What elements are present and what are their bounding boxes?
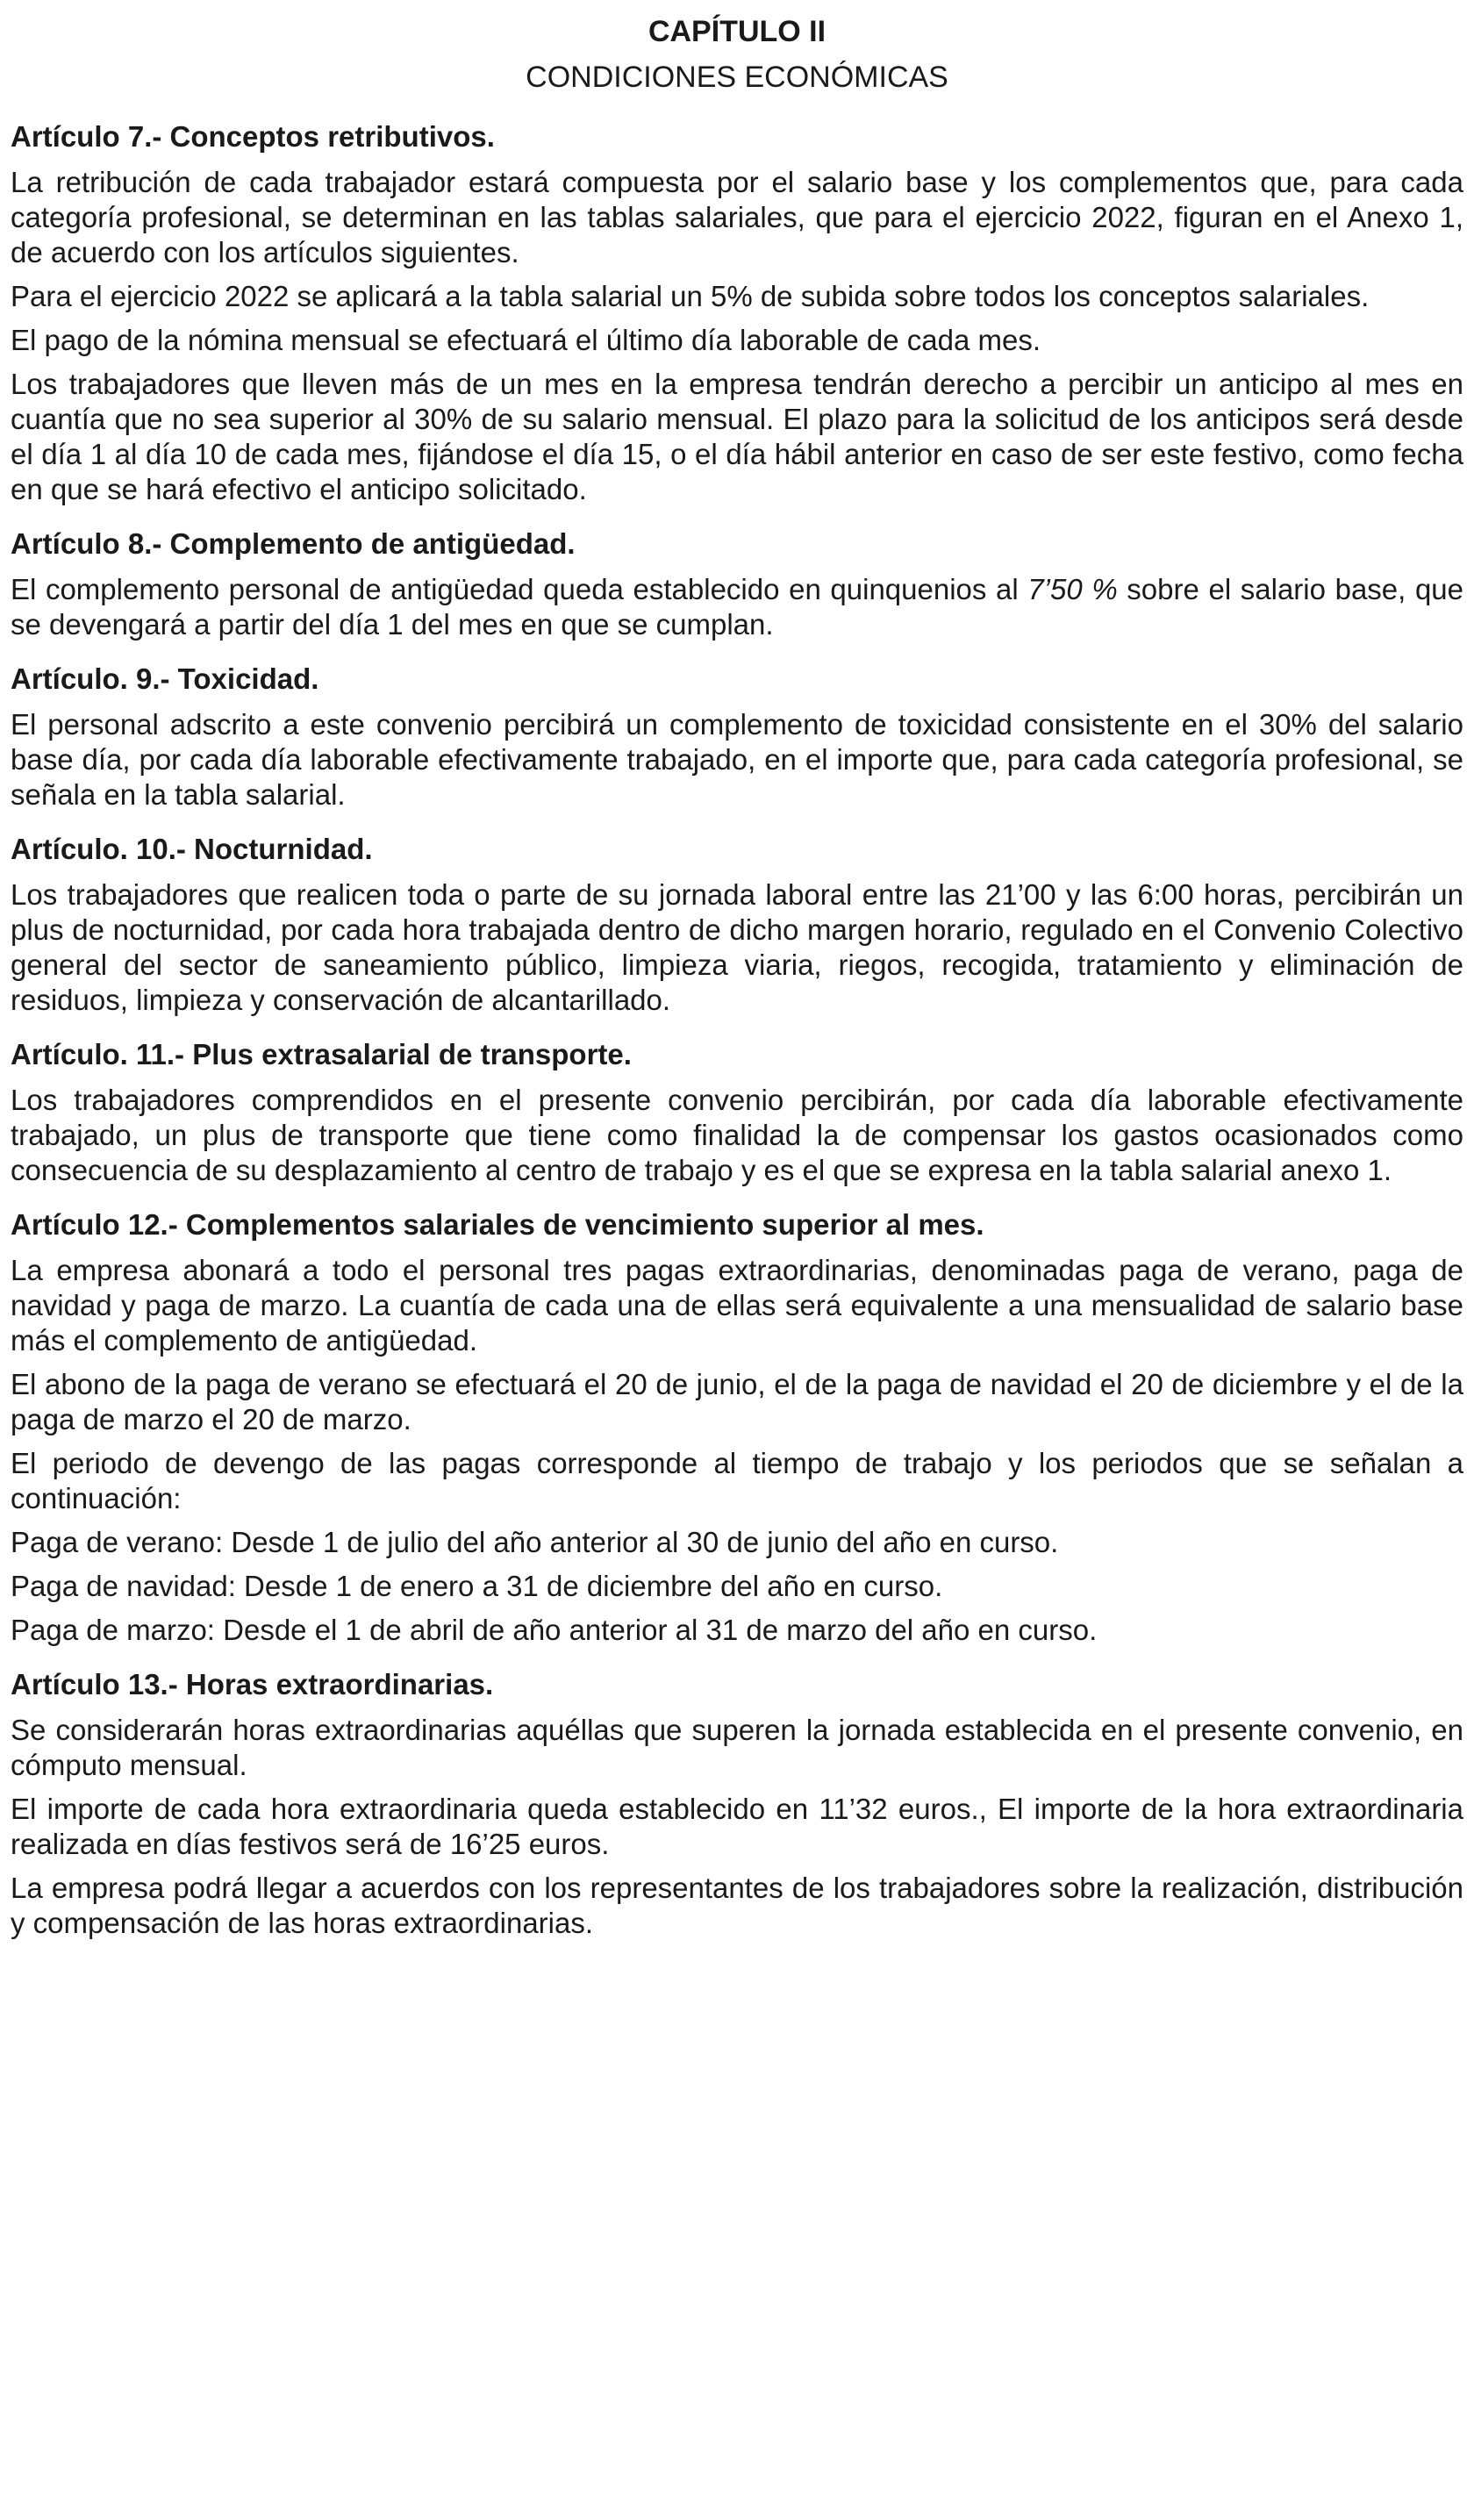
article-13	[11, 1667, 1463, 1941]
article-7	[11, 119, 1463, 507]
article-9-paragraph-1: El personal adscrito a este convenio percibirá un complemento de toxicidad consistente en el 30% del salario base día, por cada día laborable efectivamente trabajado, en el importe que, para cada categoría profesional, se señala en la tabla salarial.	[11, 708, 1463, 811]
article-7-paragraph-3: El pago de la nómina mensual se efectuará el último día laborable de cada mes.	[11, 324, 1041, 356]
chapter-title: CAPÍTULO II	[648, 15, 826, 48]
article-10-heading: Artículo. 10.- Nocturnidad.	[11, 833, 373, 865]
article-9-heading: Artículo. 9.- Toxicidad.	[11, 662, 319, 695]
article-13-paragraph-1: Se considerarán horas extraordinarias aquéllas que superen la jornada establecida en el presente convenio, en cómputo mensual.	[11, 1714, 1463, 1781]
article-10	[11, 832, 1463, 1018]
article-12-heading: Artículo 12.- Complementos salariales de vencimiento superior al mes.	[11, 1208, 984, 1241]
article-12-paragraph-6: Paga de marzo: Desde el 1 de abril de año anterior al 31 de marzo del año en curso.	[11, 1614, 1098, 1646]
article-12	[11, 1207, 1463, 1648]
article-12-paragraph-2: El abono de la paga de verano se efectuará el 20 de junio, el de la paga de navidad el 20 de diciembre y el de la paga de marzo el 20 de marzo.	[11, 1368, 1463, 1435]
article-7-paragraph-4: Los trabajadores que lleven más de un mes en la empresa tendrán derecho a percibir un anticipo al mes en cuantía que no sea superior al 30% de su salario mensual. El plazo para la solicitud de los anticipos será desde el día 1 al día 10 de cada mes, fijándose el día 15, o el día hábil anterior en caso de ser este festivo, como fecha en que se hará efectivo el anticipo solicitado.	[11, 368, 1463, 505]
article-11	[11, 1037, 1463, 1188]
article-11-heading: Artículo. 11.- Plus extrasalarial de transporte.	[11, 1038, 632, 1070]
article-13-paragraph-3: La empresa podrá llegar a acuerdos con los representantes de los trabajadores sobre la realización, distribución y compensación de las horas extraordinarias.	[11, 1872, 1463, 1939]
article-12-paragraph-1: La empresa abonará a todo el personal tres pagas extraordinarias, denominadas paga de verano, paga de navidad y paga de marzo. La cuantía de cada una de ellas será equivalente a una mensualidad de salario base más el complemento de antigüedad.	[11, 1254, 1463, 1357]
document-page	[11, 0, 1463, 1941]
article-11-paragraph-1: Los trabajadores comprendidos en el presente convenio percibirán, por cada día laborable efectivamente trabajado, un plus de transporte que tiene como finalidad la de compensar los gastos ocasionados como consecuencia de su desplazamiento al centro de trabajo y es el que se expresa en la tabla salarial anexo 1.	[11, 1084, 1463, 1186]
article-13-paragraph-2: El importe de cada hora extraordinaria queda establecido en 11’32 euros., El importe de la hora extraordinaria realizada en días festivos será de 16’25 euros.	[11, 1793, 1463, 1860]
article-10-paragraph-1: Los trabajadores que realicen toda o parte de su jornada laboral entre las 21’00 y las 6:00 horas, percibirán un plus de nocturnidad, por cada hora trabajada dentro de dicho margen horario, regulado en el Convenio Colectivo general del sector de saneamiento público, limpieza viaria, riegos, recogida, tratamiento y eliminación de residuos, limpieza y conservación de alcantarillado.	[11, 878, 1463, 1016]
chapter-subtitle: CONDICIONES ECONÓMICAS	[526, 61, 948, 94]
article-12-paragraph-4: Paga de verano: Desde 1 de julio del año anterior al 30 de junio del año en curso.	[11, 1526, 1059, 1558]
article-7-heading: Artículo 7.- Conceptos retributivos.	[11, 120, 495, 153]
article-12-paragraph-5: Paga de navidad: Desde 1 de enero a 31 de diciembre del año en curso.	[11, 1570, 943, 1602]
article-12-paragraph-3: El periodo de devengo de las pagas corresponde al tiempo de trabajo y los periodos que se señalan a continuación:	[11, 1447, 1463, 1514]
article-8-text-before: El complemento personal de antigüedad queda establecido en quinquenios al	[11, 573, 1028, 605]
article-13-heading: Artículo 13.- Horas extraordinarias.	[11, 1668, 494, 1700]
article-8-percentage: 7’50 %	[1027, 573, 1118, 605]
article-9	[11, 662, 1463, 813]
article-7-paragraph-2: Para el ejercicio 2022 se aplicará a la tabla salarial un 5% de subida sobre todos los conceptos salariales.	[11, 280, 1370, 312]
article-8-text-after: sobre el salario base, que se devengará a partir del día 1 del mes en que se cumplan.	[11, 573, 1464, 641]
article-8-paragraph-1	[11, 572, 1463, 642]
article-8-heading: Artículo 8.- Complemento de antigüedad.	[11, 527, 576, 560]
article-7-paragraph-1: La retribución de cada trabajador estará compuesta por el salario base y los complementos que, para cada categoría profesional, se determinan en las tablas salariales, que para el ejercicio 2022, figuran en el Anexo 1, de acuerdo con los artículos siguientes.	[11, 166, 1463, 268]
article-8	[11, 526, 1463, 642]
